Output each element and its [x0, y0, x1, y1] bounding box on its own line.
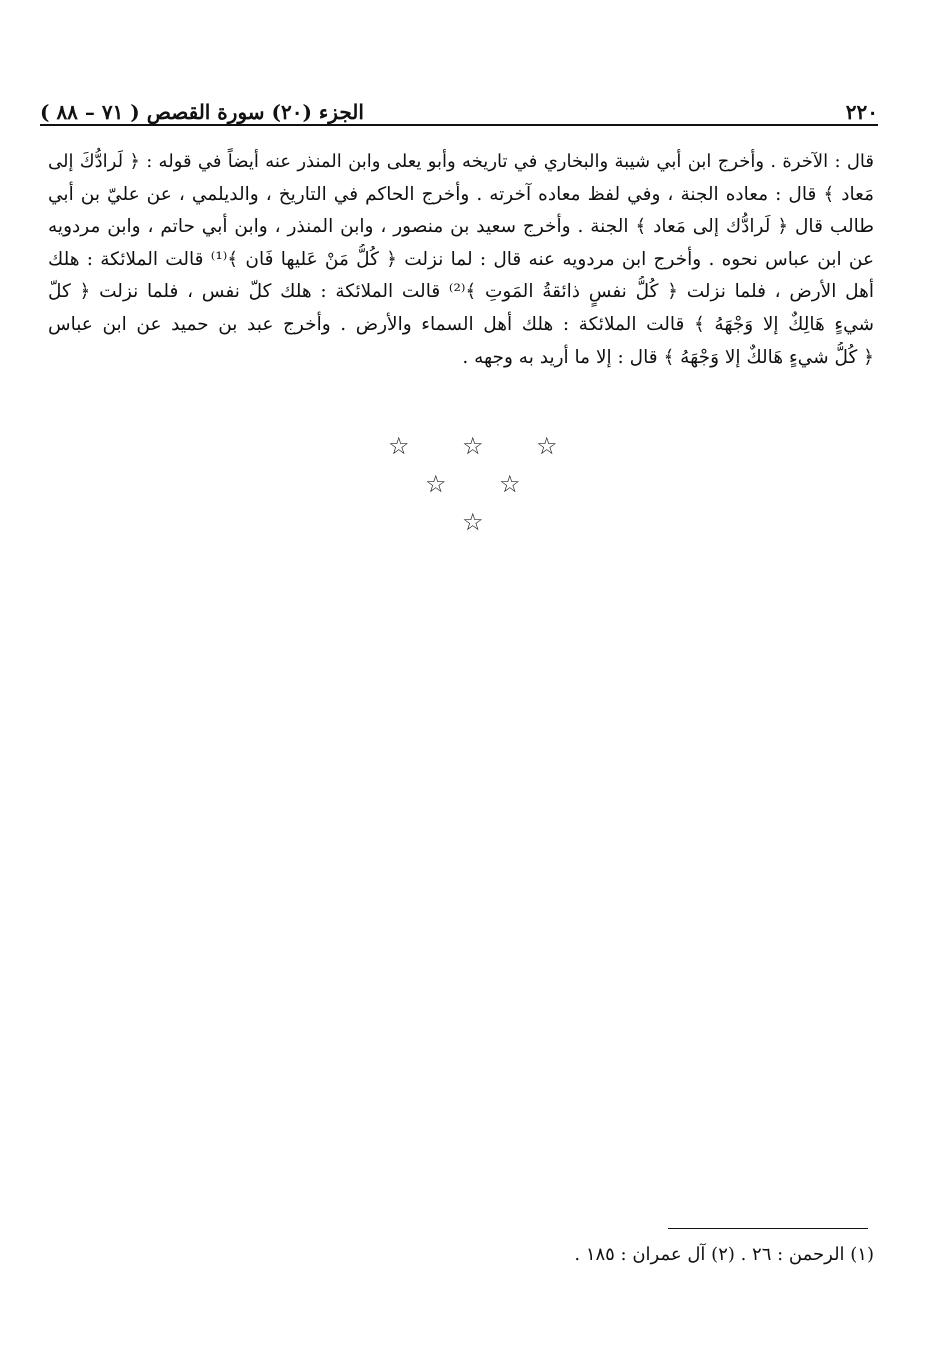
star-ornament: [370, 428, 570, 538]
running-title: الجزء (٢٠) سورة القصص ( ٧١ – ٨٨ ): [40, 100, 364, 124]
header-rule: [40, 124, 878, 126]
body-line: قال : الآخرة . وأخرج ابن أبي شيبة والبخاري في تاريخه وأبو يعلى وابن المنذر عنه أيضاً في قوله : ﴿ لَرادُّكَ إلى: [48, 151, 874, 172]
body-line: أهل الأرض ، فلما نزلت ﴿ كُلُّ نفسٍ ذائقةُ المَوتِ ﴾⁽²⁾ قالت الملائكة : هلك كلّ نفس ، فلما نزلت ﴿ كلّ: [48, 281, 874, 303]
body-line: مَعاد ﴾ قال : معاده الجنة ، وفي لفظ معاده آخرته . وأخرج الحاكم في التاريخ ، والديلمي ، عن عليّ بن أبي: [48, 183, 874, 205]
body-paragraph: [48, 146, 874, 374]
star-icon: ☆: [499, 470, 521, 498]
body-line: ﴿ كُلُّ شيءٍ هَالكٌ إلا وَجْهَهُ ﴾ قال : إلا ما أريد به وجهه .: [462, 346, 874, 368]
star-icon: ☆: [536, 432, 558, 460]
star-icon: ☆: [425, 470, 447, 498]
page-header: [40, 94, 878, 124]
body-line: طالب قال ﴿ لَرادُّك إلى مَعاد ﴾ الجنة . وأخرج سعيد بن منصور ، وابن المنذر ، وابن أبي حاتم ، وابن مردويه: [48, 216, 874, 238]
star-icon: ☆: [462, 432, 484, 460]
footnote-rule: [668, 1228, 868, 1229]
footnotes: (١) الرحمن : ٢٦ . (٢) آل عمران : ١٨٥ .: [574, 1244, 874, 1265]
star-icon: ☆: [388, 432, 410, 460]
page-number: ٢٢٠: [845, 100, 878, 124]
body-line: شيءٍ هَالِكٌ إلا وَجْهَهُ ﴾ قالت الملائكة : هلك أهل السماء والأرض . وأخرج عبد بن حميد عن ابن عباس: [48, 313, 874, 335]
star-icon: ☆: [462, 508, 484, 536]
body-line: عن ابن عباس نحوه . وأخرج ابن مردويه عنه قال : لما نزلت ﴿ كُلُّ مَنْ عَليها فَان ﴾⁽¹⁾ قالت الملائكة : هلك: [48, 248, 874, 270]
